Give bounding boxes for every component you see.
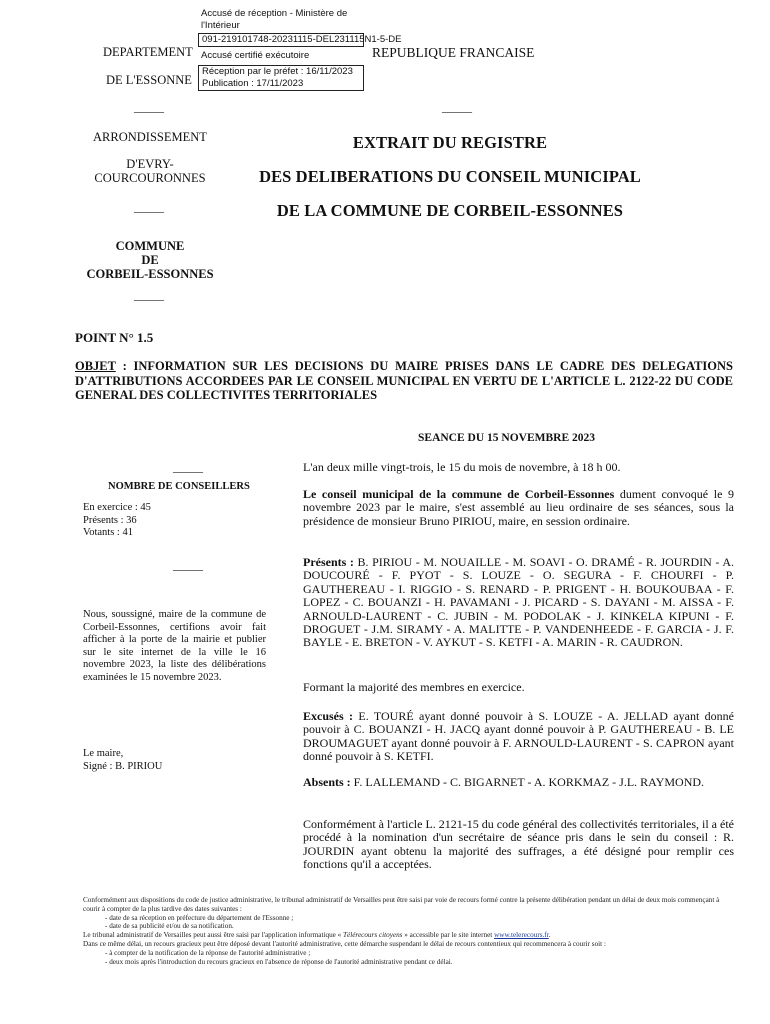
title-line-3: DE LA COMMUNE DE CORBEIL-ESSONNES xyxy=(276,201,624,220)
objet-text: : INFORMATION SUR LES DECISIONS DU MAIRE PRISES DANS LE CADRE DES DELEGATIONS D'ATTRIBUTIONS ACCORDEES PAR LE CONSEIL MUNICIPAL EN VERTU DE L'ARTICLE L. 2122-22 DU CODE GENERAL DES COLLECTIVITES TERRITORIALES xyxy=(75,359,733,402)
footer-line-2: - date de sa réception en préfecture du département de l'Essonne ; xyxy=(105,913,294,922)
seance-date: SEANCE DU 15 NOVEMBRE 2023 xyxy=(418,432,595,444)
footer-line-7: - deux mois après l'introduction du recours gracieux en l'absence de réponse de l'autorité administrative pendant ce délai. xyxy=(105,957,453,966)
essonne-label: DE L'ESSONNE xyxy=(106,73,192,87)
certification-text: Nous, soussigné, maire de la commune de Corbeil-Essonnes, certifions avoir fait afficher à la porte de la mairie et publier sur le site internet de la ville le 16 novembre 2023, la liste des délibérations examinées le 15 novembre 2023. xyxy=(83,609,266,683)
stamp-line-executoire: Accusé certifié exécutoire xyxy=(201,50,310,61)
presents-count: Présents : 36 xyxy=(83,514,137,526)
excuses-label: Excusés : xyxy=(303,709,354,723)
conseillers-counts xyxy=(83,502,151,540)
stamp-reception-date: Réception par le préfet : 16/11/2023 xyxy=(202,66,353,77)
acknowledgement-stamp xyxy=(198,8,402,91)
absents-list: F. LALLEMAND - C. BIGARNET - A. KORKMAZ - J.L. RAYMOND. xyxy=(350,775,705,789)
commune-name: CORBEIL-ESSONNES xyxy=(86,267,214,281)
stamp-line-ministere: Accusé de réception - Ministère de l'Intérieur xyxy=(201,8,348,31)
divider-dash: _____ xyxy=(173,460,203,474)
commune-de-label: DE xyxy=(141,253,159,267)
stamp-reference: 091-219101748-20231115-DEL231115N1-5-DE xyxy=(198,33,364,47)
stamp-dates-box xyxy=(198,65,364,91)
divider-dash: _____ xyxy=(442,100,472,114)
legal-footer xyxy=(83,896,733,966)
objet-paragraph xyxy=(75,359,733,403)
telerecours-link[interactable]: www.telerecours.fr xyxy=(494,931,549,940)
signature-block xyxy=(83,748,162,773)
en-exercice-count: En exercice : 45 xyxy=(83,502,151,513)
absents-label: Absents : xyxy=(303,775,351,789)
presents-label: Présents : xyxy=(303,555,354,569)
arrondissement-name-line1: D'EVRY- xyxy=(126,157,174,171)
secretaire-paragraph: Conformément à l'article L. 2121-15 du code général des collectivités territoriales, il a été procédé à la nomination d'un secrétaire de séance pris dans le sein du conseil : R. JOURDIN ayant obtenu la majorité des suffrages, a été désigné pour remplir ces fonctions qu'il a acceptées. xyxy=(303,817,734,872)
footer-line-4c: » accessible par le site internet xyxy=(402,931,495,940)
arrondissement-name xyxy=(70,157,230,185)
convocation-paragraph xyxy=(303,488,734,528)
signature-text: Signé : B. PIRIOU xyxy=(83,760,163,772)
footer-line-5: Dans ce même délai, un recours gracieux peut être déposé devant l'autorité administrative, cette démarche suspendant le délai de recours contentieux qui recommencera à courir soit : xyxy=(83,939,606,948)
republique-label: REPUBLIQUE FRANCAISE xyxy=(372,45,535,60)
arrondissement-name-line2: COURCOURONNES xyxy=(94,171,206,185)
commune-label: COMMUNE xyxy=(115,239,185,253)
convocation-text: dument convoqué le 9 novembre 2023 par le maire, s'est assemblé au lieu ordinaire de ses séances, sous la présidence de monsieur Bruno PIRIOU, maire, en session ordinaire. xyxy=(303,487,734,528)
votants-count: Votants : 41 xyxy=(83,527,133,538)
presents-paragraph xyxy=(303,556,734,650)
footer-telerecours-name: Télérecours citoyens xyxy=(343,931,403,940)
footer-line-6: - à compter de la notification de la réponse de l'autorité administrative ; xyxy=(105,948,311,957)
divider-dash: _____ xyxy=(134,288,164,302)
point-number: POINT N° 1.5 xyxy=(75,330,154,345)
le-maire-label: Le maire, xyxy=(83,748,124,759)
title-line-2: DES DELIBERATIONS DU CONSEIL MUNICIPAL xyxy=(259,167,641,186)
nombre-conseillers-title: NOMBRE DE CONSEILLERS xyxy=(108,481,250,492)
majorite-paragraph: Formant la majorité des membres en exercice. xyxy=(303,680,525,694)
arrondissement-label: ARRONDISSEMENT xyxy=(93,130,207,144)
departement-label: DEPARTEMENT xyxy=(103,45,193,59)
commune-block xyxy=(70,239,230,281)
footer-line-1: Conformément aux dispositions du code de justice administrative, le tribunal administratif de Versailles peut être saisi par voie de recours formé contre la présente délibération pendant un délai de deux mois commençant à courir à compter de la plus tardive des dates suivantes : xyxy=(83,896,720,913)
footer-line-4e: . xyxy=(548,931,551,940)
footer-line-4a: Le tribunal administratif de Versailles peut aussi être saisi par l'application informatique « xyxy=(83,931,344,940)
absents-paragraph xyxy=(303,776,734,789)
footer-line-3: - date de sa publicité et/ou de sa notification. xyxy=(105,922,234,931)
excuses-paragraph xyxy=(303,710,734,764)
convocation-bold: Le conseil municipal de la commune de Corbeil-Essonnes xyxy=(303,487,615,501)
footer-line-4 xyxy=(83,931,733,940)
divider-dash: _____ xyxy=(134,200,164,214)
stamp-publication-date: Publication : 17/11/2023 xyxy=(202,78,304,89)
presents-list: B. PIRIOU - M. NOUAILLE - M. SOAVI - O. DRAMÉ - R. JOURDIN - A. DOUCOURÉ - F. PYOT - S. LOUZE - O. SEGURA - F. CHOURFI - P. GAUTHEREAU - I. RIGGIO - S. RENARD - P. PRIGENT - H. BOUKOUBAA - F. LOPEZ - C. BOUANZI - H. PAVAMANI - J. PICARD - S. DAYANI - M. AISSA - F. ARNOULD-LAURENT - C. JUBIN - M. PODOLAK - J. KINKELA KIPUNI - F. DROGUET - J.M. SIRAMY - A. MALITTE - P. VANDENHEEDE - F. GARCIA - J. F. BAYLE - E. BRETON - V. AYKUT - S. KETFI - A. MARIN - R. CAUDRON. xyxy=(303,555,734,650)
excuses-list: E. TOURÉ ayant donné pouvoir à S. LOUZE - A. JELLAD ayant donné pouvoir à C. BOUANZI - H. JACQ ayant donné pouvoir à P. GAUTHEREAU - B. LE DROUMAGUET ayant donné pouvoir à F. ARNOULD-LAURENT - S. CAPRON ayant donné pouvoir à S. KETFI. xyxy=(303,709,734,764)
divider-dash: _____ xyxy=(173,558,203,572)
intro-paragraph: L'an deux mille vingt-trois, le 15 du mois de novembre, à 18 h 00. xyxy=(303,460,621,474)
divider-dash: _____ xyxy=(134,100,164,114)
objet-label: OBJET xyxy=(75,359,116,373)
title-line-1: EXTRAIT DU REGISTRE xyxy=(352,133,548,152)
